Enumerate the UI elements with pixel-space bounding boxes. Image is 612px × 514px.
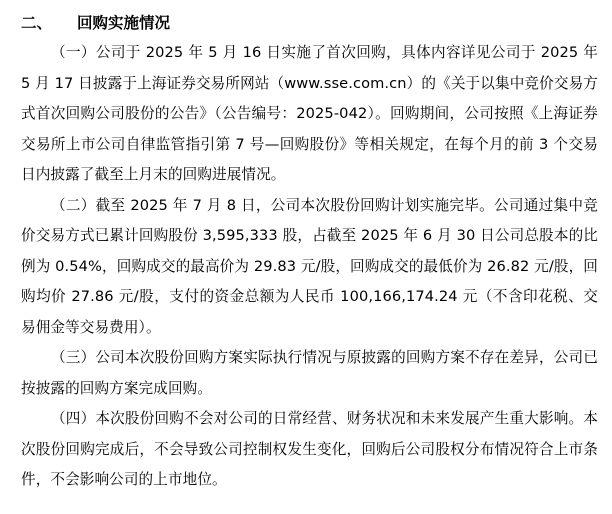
- paragraph-no-difference: （三）公司本次股份回购方案实际执行情况与原披露的回购方案不存在差异，公司已按披露的回购方案完成回购。: [21, 349, 598, 397]
- section-heading: [21, 8, 598, 38]
- paragraph-impact: （四）本次股份回购不会对公司的日常经营、财务状况和未来发展产生重大影响。本次股份回购完成后，不会导致公司控制权发生变化，回购后公司股权分布情况符合上市条件，不会影响公司的上市地位。: [21, 410, 598, 488]
- section-title: 回购实施情况: [77, 14, 171, 32]
- paragraph-repurchase-completed: （二）截至 2025 年 7 月 8 日，公司本次股份回购计划实施完毕。公司通过集中竞价交易方式已累计回购股份 3,595,333 股，占截至 2025 年 6 月 30 日公司总股本的比例为 0.54%，回购成交的最高价为 29.83 元/股，回购成交的最低价为 26.82 元/股，回购均价 27.86 元/股，支付的资金总额为人民币 100,166,174.24 元（不含印花税、交易佣金等交易费用）。: [21, 196, 598, 336]
- section-number: 二、: [21, 14, 53, 32]
- paragraph-first-repurchase: （一）公司于 2025 年 5 月 16 日实施了首次回购，具体内容详见公司于 2025 年 5 月 17 日披露于上海证券交易所网站（www.sse.com.cn）的《关于以集中竞价交易方式首次回购公司股份的公告》（公告编号：2025-042）。回购期间，公司按照《上海证券交易所上市公司自律监管指引第 7 号—回购股份》等相关规定，在每个月的前 3 个交易日内披露了截至上月末的回购进展情况。: [21, 44, 598, 183]
